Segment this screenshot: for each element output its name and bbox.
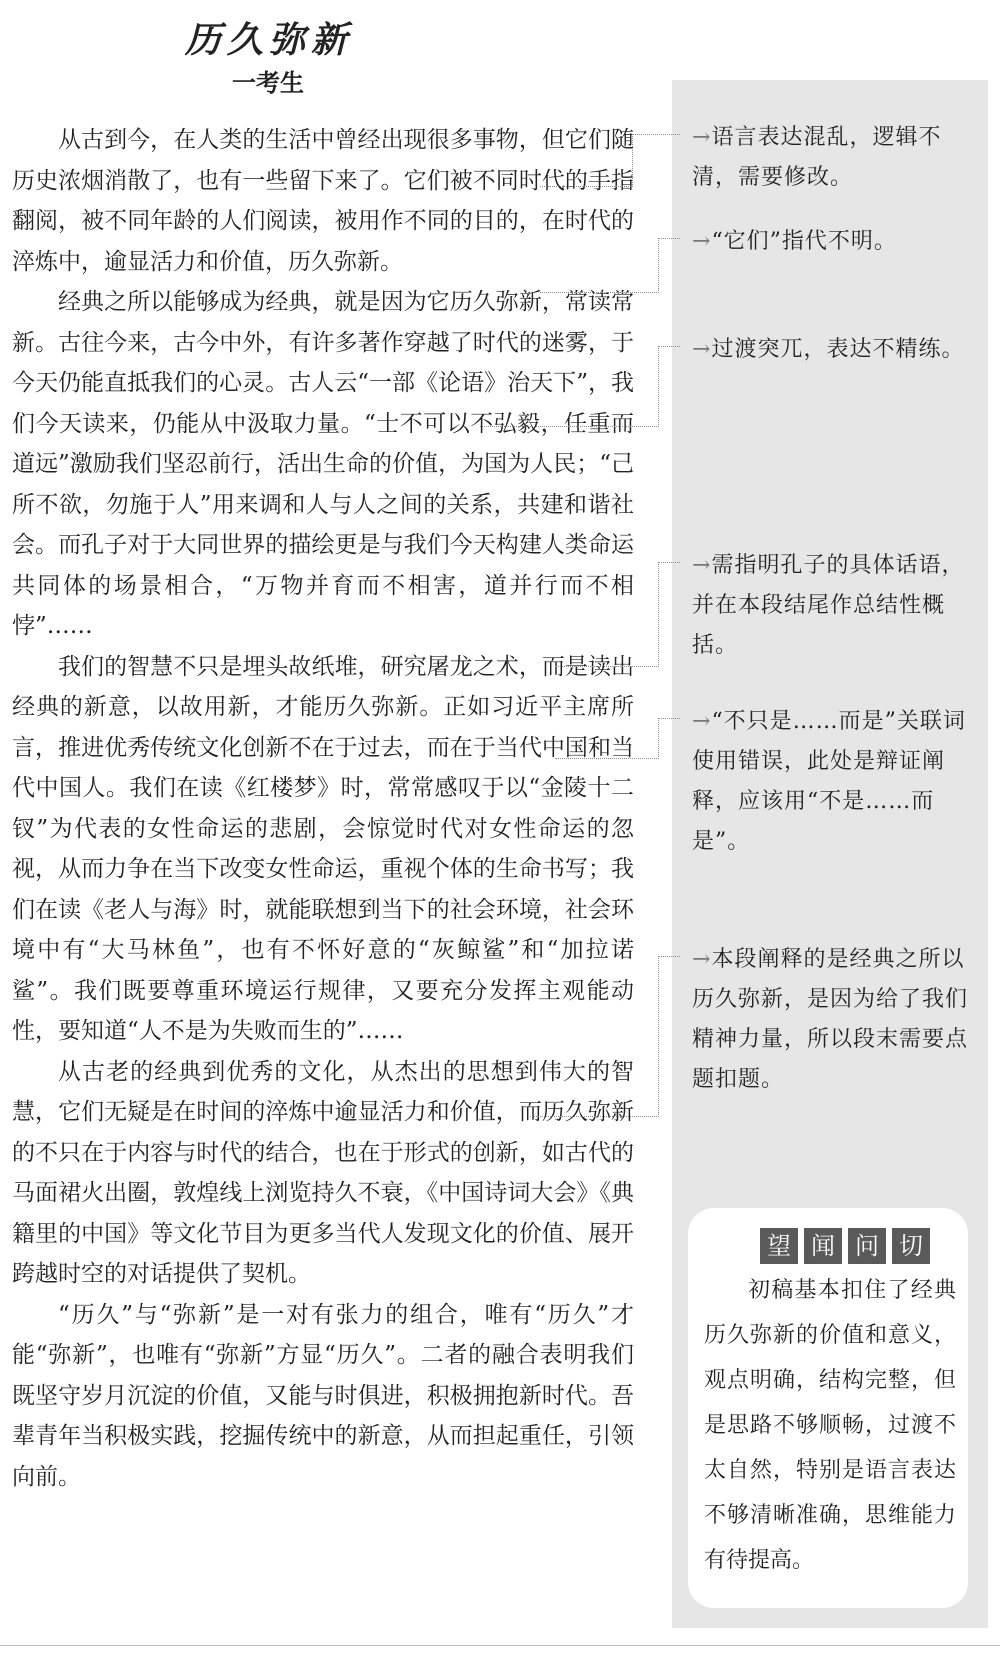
arrow-icon: → [692,337,712,362]
connector-line [658,718,680,719]
connector-line [658,562,680,563]
comment-text: 过渡突兀，表达不精练。 [711,337,965,362]
essay-paragraph: 从古老的经典到优秀的文化，从杰出的思想到伟大的智慧，它们无疑是在时间的淬炼中逾显活力和价值，而历久弥新的不只在于内容与时代的结合，也在于形式的创新，如古代的马面裙火出圈，敦煌线上浏览持久不衰，《中国诗词大会》《典籍里的中国》等文化节目为更多当代人发现文化的价值、展开跨越时空的对话提供了契机。 [12,1058,634,1287]
connector-line [530,956,659,1117]
comment-text: 需指明孔子的具体话语，并在本段结尾作总结性概括。 [692,553,965,658]
connector-line [480,346,659,427]
essay-paragraph: 经典之所以能够成为经典，就是因为它历久弥新，常读常新。古往今来，古今中外，有许多著作穿越了时代的迷雾，于今天仍能直抵我们的心灵。古人云“一部《论语》治天下”，我们今天读来，仍能从中汲取力量。“士不可以不弘毅，任重而道远”激励我们坚忍前行，活出生命的价值，为国为人民；“己所不欲，勿施于人”用来调和人与人之间的关系，共建和谐社会。而孔子对于大同世界的描绘更是与我们今天构建人类命运共同体的场景相合，“万物并育而不相害，道并行而不相悖”…… [12,289,634,639]
connector-line [658,238,680,239]
review-comment [692,702,976,862]
review-comment [692,222,976,262]
essay-paragraph: “历久”与“弥新”是一对有张力的组合，唯有“历久”才能“弥新”，也唯有“弥新”方显“历久”。二者的融合表明我们既坚守岁月沉淀的价值，又能与时俱进，积极拥抱新时代。吾辈青年当积极实践，挖掘传统中的新意，从而担起重任，引领向前。 [12,1301,634,1490]
arrow-icon: → [692,947,712,972]
comment-text: 本段阐释的是经典之所以历久弥新，是因为给了我们精神力量，所以段末需要点题扣题。 [692,947,969,1092]
connector-line [555,718,659,759]
connector-line [555,562,659,667]
review-comment [692,546,976,666]
summary-title-char: 问 [848,1228,886,1264]
connector-line [540,134,633,187]
review-comment [692,940,976,1100]
review-comment [692,118,976,198]
arrow-icon: → [692,709,712,734]
summary-title-char: 闻 [804,1228,842,1264]
arrow-icon: → [692,553,712,578]
comment-text: “它们”指代不明。 [711,229,897,254]
summary-title [760,1228,930,1264]
arrow-icon: → [692,125,712,150]
comment-text: 语言表达混乱，逻辑不清，需要修改。 [692,125,942,190]
essay-body [12,120,634,1497]
comment-text: “不只是……而是”关联词使用错误，此处是辩证阐释，应该用“不是……而是”。 [692,709,966,854]
connector-line [632,134,680,135]
connector-line [658,346,680,347]
footer-divider [0,1645,1000,1646]
summary-text: 初稿基本扣住了经典历久弥新的价值和意义，观点明确，结构完整，但是思路不够顺畅，过渡不太自然，特别是语言表达不够清晰准确，思维能力有待提高。 [704,1278,956,1573]
summary-title-char: 切 [892,1228,930,1264]
connector-line [540,238,659,293]
arrow-icon: → [692,229,712,254]
connector-line [658,956,680,957]
essay-author: 一考生 [232,68,304,97]
essay-paragraph: 从古到今，在人类的生活中曾经出现很多事物，但它们随历史浓烟消散了，也有一些留下来了。它们被不同时代的手指翻阅，被不同年龄的人们阅读，被用作不同的目的，在时代的淬炼中，逾显活力和价值，历久弥新。 [12,127,634,275]
essay-paragraph: 我们的智慧不只是埋头故纸堆，研究屠龙之术，而是读出经典的新意，以故用新，才能历久弥新。正如习近平主席所言，推进优秀传统文化创新不在于过去，而在于当代中国和当代中国人。我们在读《红楼梦》时，常常感叹于以“金陵十二钗”为代表的女性命运的悲剧，会惊觉时代对女性命运的忽视，从而力争在当下改变女性命运，重视个体的生命书写；我们在读《老人与海》时，就能联想到当下的社会环境，社会环境中有“大马林鱼”，也有不怀好意的“灰鲸鲨”和“加拉诺鲨”。我们既要尊重环境运行规律，又要充分发挥主观能动性，要知道“人不是为失败而生的”…… [12,653,634,1044]
essay-title: 历久弥新 [185,19,354,61]
review-comment [692,330,976,370]
summary-title-char: 望 [760,1228,798,1264]
